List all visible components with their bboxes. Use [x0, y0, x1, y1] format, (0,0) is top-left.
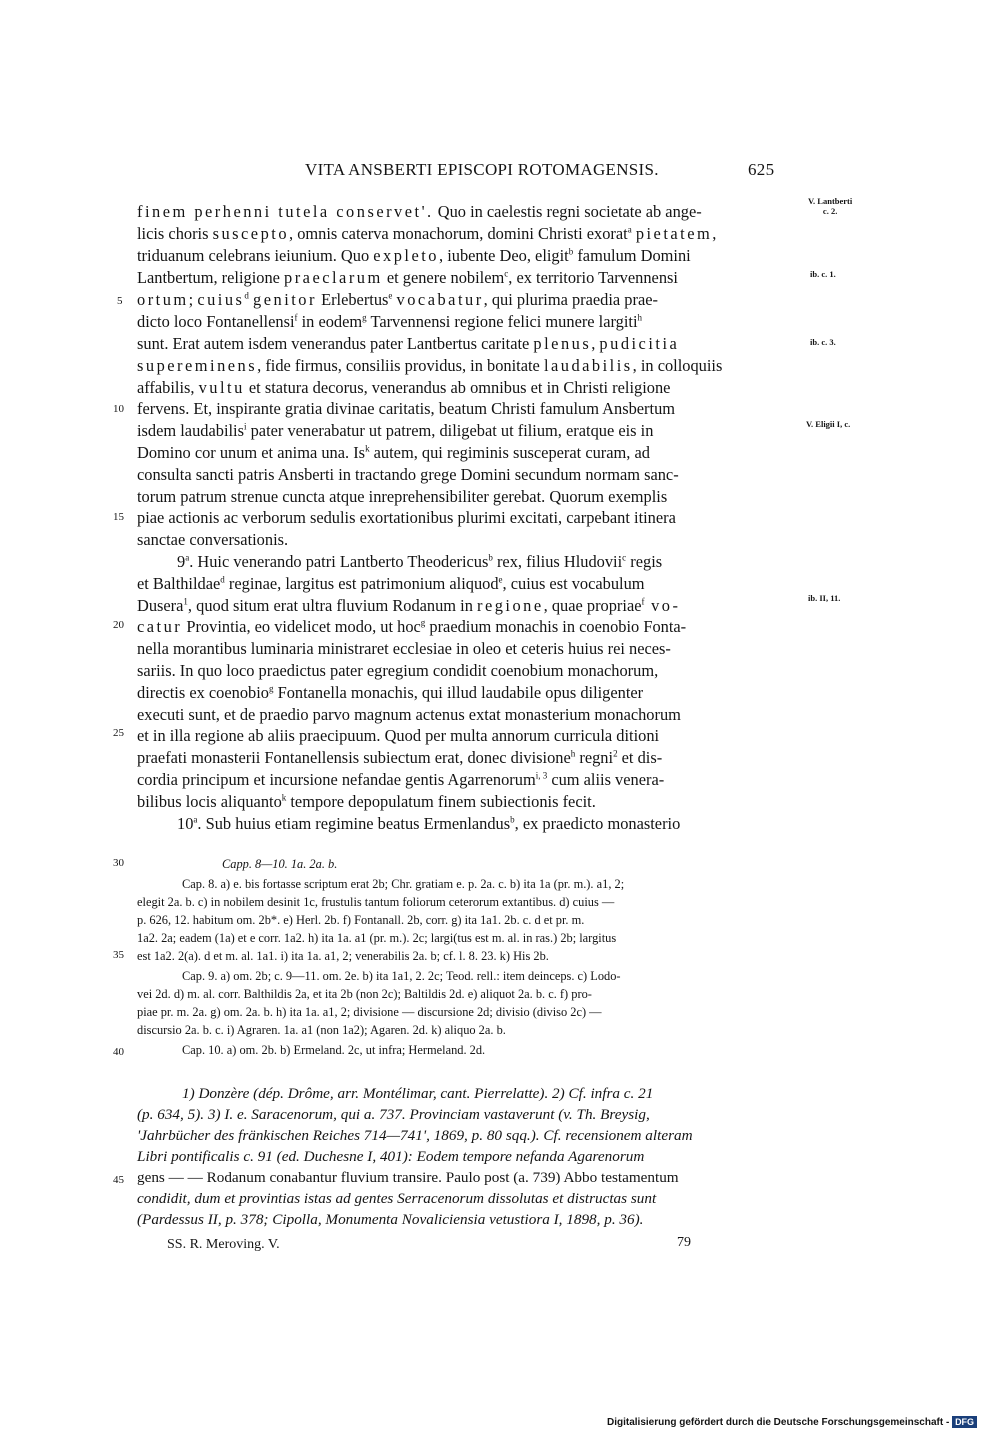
text-line: finem perhenni tutela conservet'. Quo in caelestis regni societate ab ange- [137, 202, 702, 221]
line-number: 30 [113, 857, 124, 869]
text-line: nella morantibus luminaria ministraret ecclesiae in oleo et ceteris huius rei neces- [137, 639, 671, 658]
text-line: consulta sancti patris Ansberti in tractando grege Domini secundum normam sanc- [137, 465, 679, 484]
page-number: 625 [748, 160, 775, 179]
text-line: ortum; cuius$^d$ genitor Erlebertus$^e$ vocabatur, qui plurima praedia prae- [137, 290, 658, 309]
apparatus-line: piae pr. m. 2a. g) om. 2a. b. h) ita 1a. a1, 2; divisione — discursione 2d; divisio (diviso 2c) — [137, 1005, 602, 1019]
apparatus-line: est 1a2. 2(a). d et m. al. 1a1. i) ita 1a. a1, 2; venerabilis 2a. b; cf. l. 8. 23. k) His 2b. [137, 949, 549, 963]
text-line: bilibus locis aliquanto$^k$ tempore depopulatum finem subiectionis fecit. [137, 792, 596, 811]
line-number: 20 [113, 619, 124, 631]
funding-banner-text: Digitalisierung gefördert durch die Deutsche Forschungsgemeinschaft - [607, 1417, 950, 1428]
running-title: VITA ANSBERTI EPISCOPI ROTOMAGENSIS. [305, 160, 659, 179]
text-line: sunt. Erat autem isdem venerandus pater Lantbertus caritate plenus, pudicitia [137, 334, 680, 353]
text-line: isdem laudabilis$^i$ pater venerabatur ut patrem, diligebat ut filium, eratque eis in [137, 421, 654, 440]
footnote-line: (p. 634, 5). 3) I. e. Saracenorum, qui a. 737. Provinciam vastaverunt (v. Th. Breysig, [137, 1106, 650, 1123]
text-line: executi sunt, et de praedio parvo magnum actenus extat monasterium monachorum [137, 705, 681, 724]
apparatus-line: Cap. 8. a) e. bis fortasse scriptum erat 2b; Chr. gratiam e. p. 2a. c. b) ita 1a (pr. m.). a1, 2; [182, 877, 625, 891]
line-number: 5 [117, 295, 123, 307]
text-line: sariis. In quo loco praedictus pater egregium condidit coenobium monachorum, [137, 661, 659, 680]
apparatus-line: elegit 2a. b. c) in nobilem desinit 1c, frustulis tantum foliorum ceterorum extantibus. d) cuius — [137, 895, 615, 909]
line-number: 35 [113, 949, 124, 961]
footnote-line: Libri pontificalis c. 91 (ed. Duchesne I, 401): Eodem tempore nefanda Agarenorum [137, 1148, 645, 1165]
margin-note-ib-c3: ib. c. 3. [810, 337, 836, 347]
line-number: 25 [113, 727, 124, 739]
line-number: 45 [113, 1174, 124, 1186]
apparatus-line: 1a2. 2a; eadem (1a) et e corr. 1a2. h) ita 1a. a1 (pr. m.). 2c; largi(tus est m. al. in ras.) 2b; largitus [137, 931, 617, 945]
text-line: piae actionis ac verborum sedulis exortationibus plurimi excitati, carpebant itinera [137, 508, 676, 527]
text-line: et Balthildae$^d$ reginae, largitus est patrimonium aliquod$^e$, cuius est vocabulum [137, 574, 645, 593]
text-line: directis ex coenobio$^g$ Fontanella monachis, qui illud laudabile opus diligenter [137, 683, 644, 702]
footnote-line: condidit, dum et provintias istas ad gentes Serracenorum dissolutas et distructas sunt [137, 1190, 657, 1207]
apparatus-line: Capp. 8—10. 1a. 2a. b. [222, 857, 338, 871]
text-line: dicto loco Fontanellensi$^f$ in eodem$^g$ Tarvennensi regione felici munere largiti$^h$ [137, 312, 643, 331]
line-number: 10 [113, 403, 124, 415]
apparatus-line: Cap. 9. a) om. 2b; c. 9—11. om. 2e. b) ita 1a1, 2. 2c; Teod. rell.: item deinceps. c) Lodo- [182, 969, 621, 983]
apparatus-line: Cap. 10. a) om. 2b. b) Ermeland. 2c, ut infra; Hermeland. 2d. [182, 1043, 486, 1057]
text-line: sanctae conversationis. [137, 530, 289, 549]
line-number: 15 [113, 511, 124, 523]
signature-mark: 79 [677, 1235, 691, 1250]
footnote-line: 1) Donzère (dép. Drôme, arr. Montélimar, cant. Pierrelatte). 2) Cf. infra c. 21 [182, 1085, 654, 1102]
text-line: fervens. Et, inspirante gratia divinae caritatis, beatum Christi famulum Ansbertum [137, 399, 676, 418]
text-line: praefati monasterii Fontanellensis subiectum erat, donec divisione$^h$ regni$^2$ et dis- [137, 748, 663, 767]
dfg-logo: DFG [952, 1416, 977, 1428]
text-line: Lantbertum, religione praeclarum et genere nobilem$^c$, ex territorio Tarvennensi [137, 268, 678, 287]
text-line: affabilis, vultu et statura decorus, venerandus ab omnibus et in Christi religione [137, 378, 671, 397]
text-line: Dusera$^1$, quod situm erat ultra fluvium Rodanum in regione, quae propriae$^f$ vo- [137, 596, 681, 615]
text-line: Domino cor unum et anima una. Is$^k$ autem, qui regiminis susceperat curam, ad [137, 443, 650, 462]
margin-note-vita-eligii: V. Eligii I, c. [806, 419, 851, 429]
funding-banner [607, 1416, 977, 1428]
text-line: et in illa regione ab aliis praecipuum. Quod per multa annorum curricula ditioni [137, 726, 660, 745]
text-line: cordia principum et incursione nefandae gentis Agarrenorum$^{i, 3}$ cum aliis venera- [137, 770, 665, 789]
text-line: supereminens, fide firmus, consiliis providus, in bonitate laudabilis, in colloquiis [137, 356, 723, 375]
text-line: 10$^a$. Sub huius etiam regimine beatus Ermenlandus$^b$, ex praedicto monasterio [177, 814, 681, 833]
margin-note-vita-lantberti: V. Lantberti c. 2. [808, 196, 853, 216]
apparatus-line: p. 626, 12. habitum om. 2b*. e) Herl. 2b. f) Fontanall. 2b, corr. g) ita 1a1. 2b. c. d et pr. m. [137, 913, 585, 927]
text-line: licis choris suscepto, omnis caterva monachorum, domini Christi exorat$^a$ pietatem, [137, 224, 717, 243]
footnote-line: gens — — Rodanum conabantur fluvium transire. Paulo post (a. 739) Abbo testamentum [137, 1169, 679, 1186]
text-line: 9$^a$. Huic venerando patri Lantberto Theodericus$^b$ rex, filius Hludovii$^c$ regis [177, 552, 663, 571]
series-label: SS. R. Meroving. V. [167, 1237, 280, 1252]
footnote-line: 'Jahrbücher des fränkischen Reiches 714—741', 1869, p. 80 sqq.). Cf. recensionem alteram [137, 1127, 693, 1144]
text-line: triduanum celebrans ieiunium. Quo expleto, iubente Deo, eligit$^b$ famulum Domini [137, 246, 691, 265]
margin-note-ib-c1: ib. c. 1. [810, 269, 836, 279]
margin-note-ib-ii-11: ib. II, 11. [808, 593, 841, 603]
line-number: 40 [113, 1046, 124, 1058]
apparatus-line: discursio 2a. b. c. i) Agraren. 1a. a1 (non 1a2); Agaren. 2d. k) aliquo 2a. b. [137, 1023, 506, 1037]
apparatus-line: vei 2d. d) m. al. corr. Balthildis 2a, et ita 2b (non 2c); Baltildis 2d. e) aliquot 2a. b. c. f) pro- [137, 987, 592, 1001]
text-line: torum patrum strenue cuncta atque inreprehensibiliter gerebat. Quorum exemplis [137, 487, 668, 506]
footnote-line: (Pardessus II, p. 378; Cipolla, Monumenta Novaliciensia vetustiora I, 1898, p. 36). [137, 1211, 644, 1228]
text-line: catur Provintia, eo videlicet modo, ut hoc$^g$ praedium monachis in coenobio Fonta- [137, 617, 687, 636]
